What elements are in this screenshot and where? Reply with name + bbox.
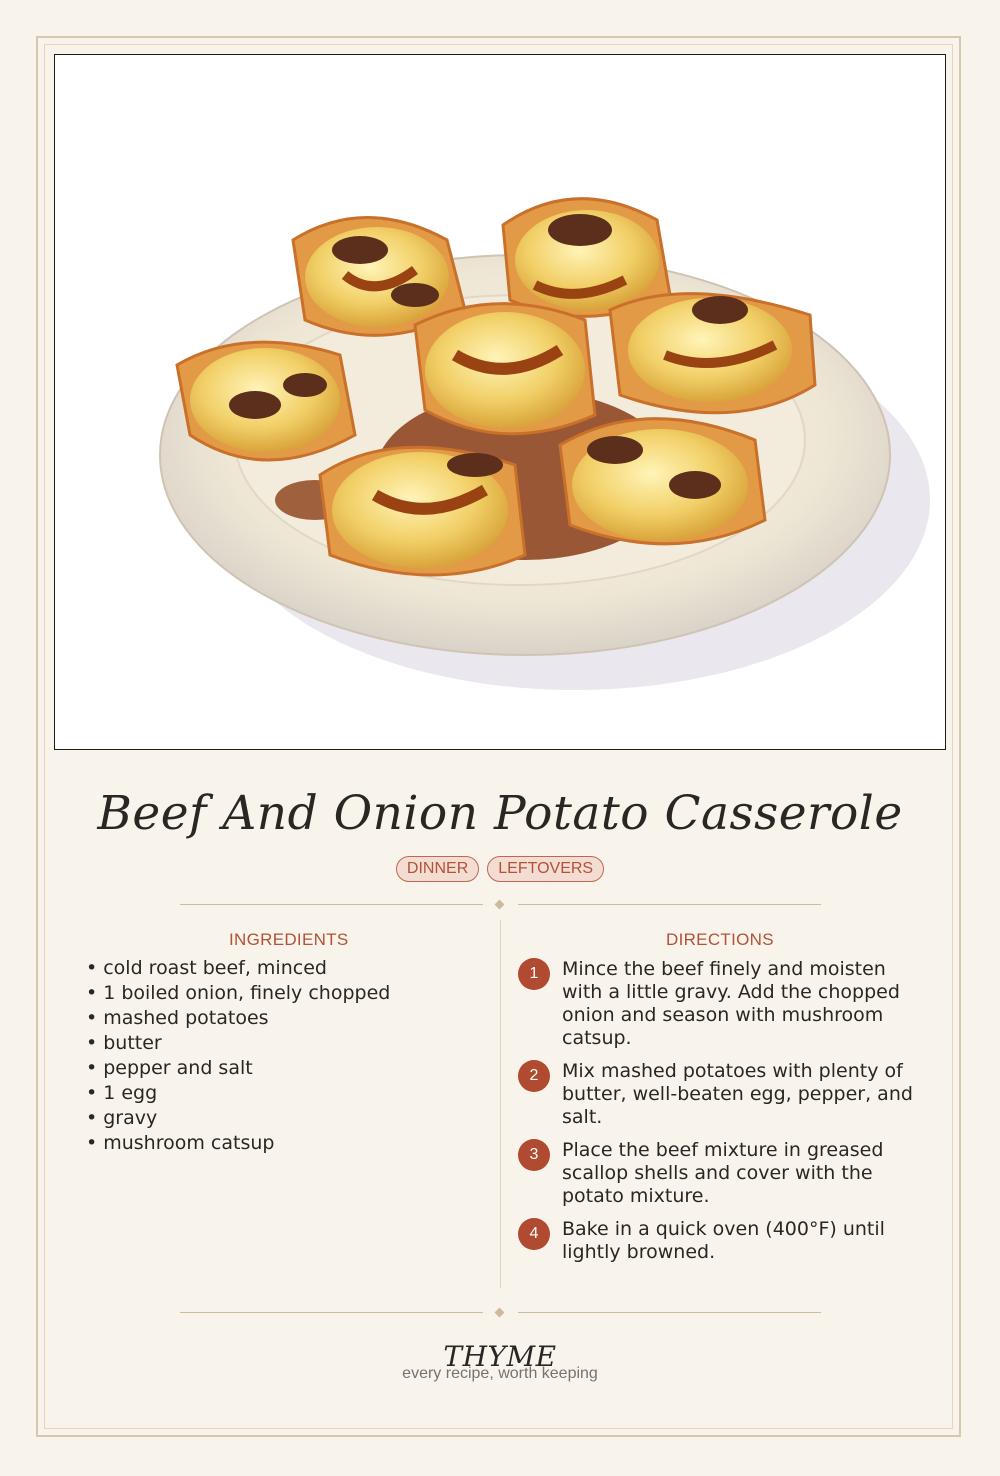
ingredient-list xyxy=(86,956,390,1156)
ingredient-item: • cold roast beef, minced xyxy=(86,956,390,981)
direction-step xyxy=(518,1139,918,1208)
step-text: Place the beef mixture in greased scallop shells and cover with the potato mixture. xyxy=(562,1139,884,1207)
ingredient-item: • mushroom catsup xyxy=(86,1131,390,1156)
diamond-ornament-icon xyxy=(495,900,505,910)
tag-leftovers[interactable]: LEFTOVERS xyxy=(487,856,604,882)
direction-step xyxy=(518,958,918,1050)
ingredients-heading: INGREDIENTS xyxy=(229,930,349,949)
tart-5 xyxy=(610,294,815,413)
step-text: Mix mashed potatoes with plenty of butter, well-beaten egg, pepper, and salt. xyxy=(562,1060,913,1128)
direction-list xyxy=(518,958,918,1264)
direction-step xyxy=(518,1060,918,1129)
recipe-title: Beef And Onion Potato Casserole xyxy=(97,786,903,841)
brand-name: THYME xyxy=(443,1340,557,1373)
step-text: Bake in a quick oven (400°F) until lightly browned. xyxy=(562,1218,885,1263)
tart-6 xyxy=(320,447,525,575)
ingredient-item: • butter xyxy=(86,1031,390,1056)
diamond-ornament-icon xyxy=(495,1308,505,1318)
tag-dinner[interactable]: DINNER xyxy=(396,856,479,882)
recipe-photo xyxy=(54,54,946,750)
tart-3 xyxy=(177,342,355,460)
plate-of-potato-tarts-illustration xyxy=(55,55,945,749)
ingredient-item: • 1 boiled onion, finely chopped xyxy=(86,981,390,1006)
direction-step xyxy=(518,1218,918,1264)
brand-tagline: every recipe, worth keeping xyxy=(402,1365,598,1382)
step-number-badge: 3 xyxy=(518,1139,550,1171)
tart-4 xyxy=(415,304,595,434)
step-number-badge: 2 xyxy=(518,1060,550,1092)
bottom-divider xyxy=(180,1307,821,1319)
step-number-badge: 1 xyxy=(518,958,550,990)
top-divider xyxy=(180,899,821,911)
ingredient-item: • gravy xyxy=(86,1106,390,1131)
ingredient-item: • pepper and salt xyxy=(86,1056,390,1081)
ingredient-item: • mashed potatoes xyxy=(86,1006,390,1031)
tag-list xyxy=(0,856,1000,882)
step-text: Mince the beef finely and moisten with a little gravy. Add the chopped onion and season with mushroom catsup. xyxy=(562,958,900,1049)
column-divider xyxy=(500,920,501,1288)
tart-7 xyxy=(560,419,765,544)
step-number-badge: 4 xyxy=(518,1218,550,1250)
directions-heading: DIRECTIONS xyxy=(666,930,774,949)
ingredient-item: • 1 egg xyxy=(86,1081,390,1106)
